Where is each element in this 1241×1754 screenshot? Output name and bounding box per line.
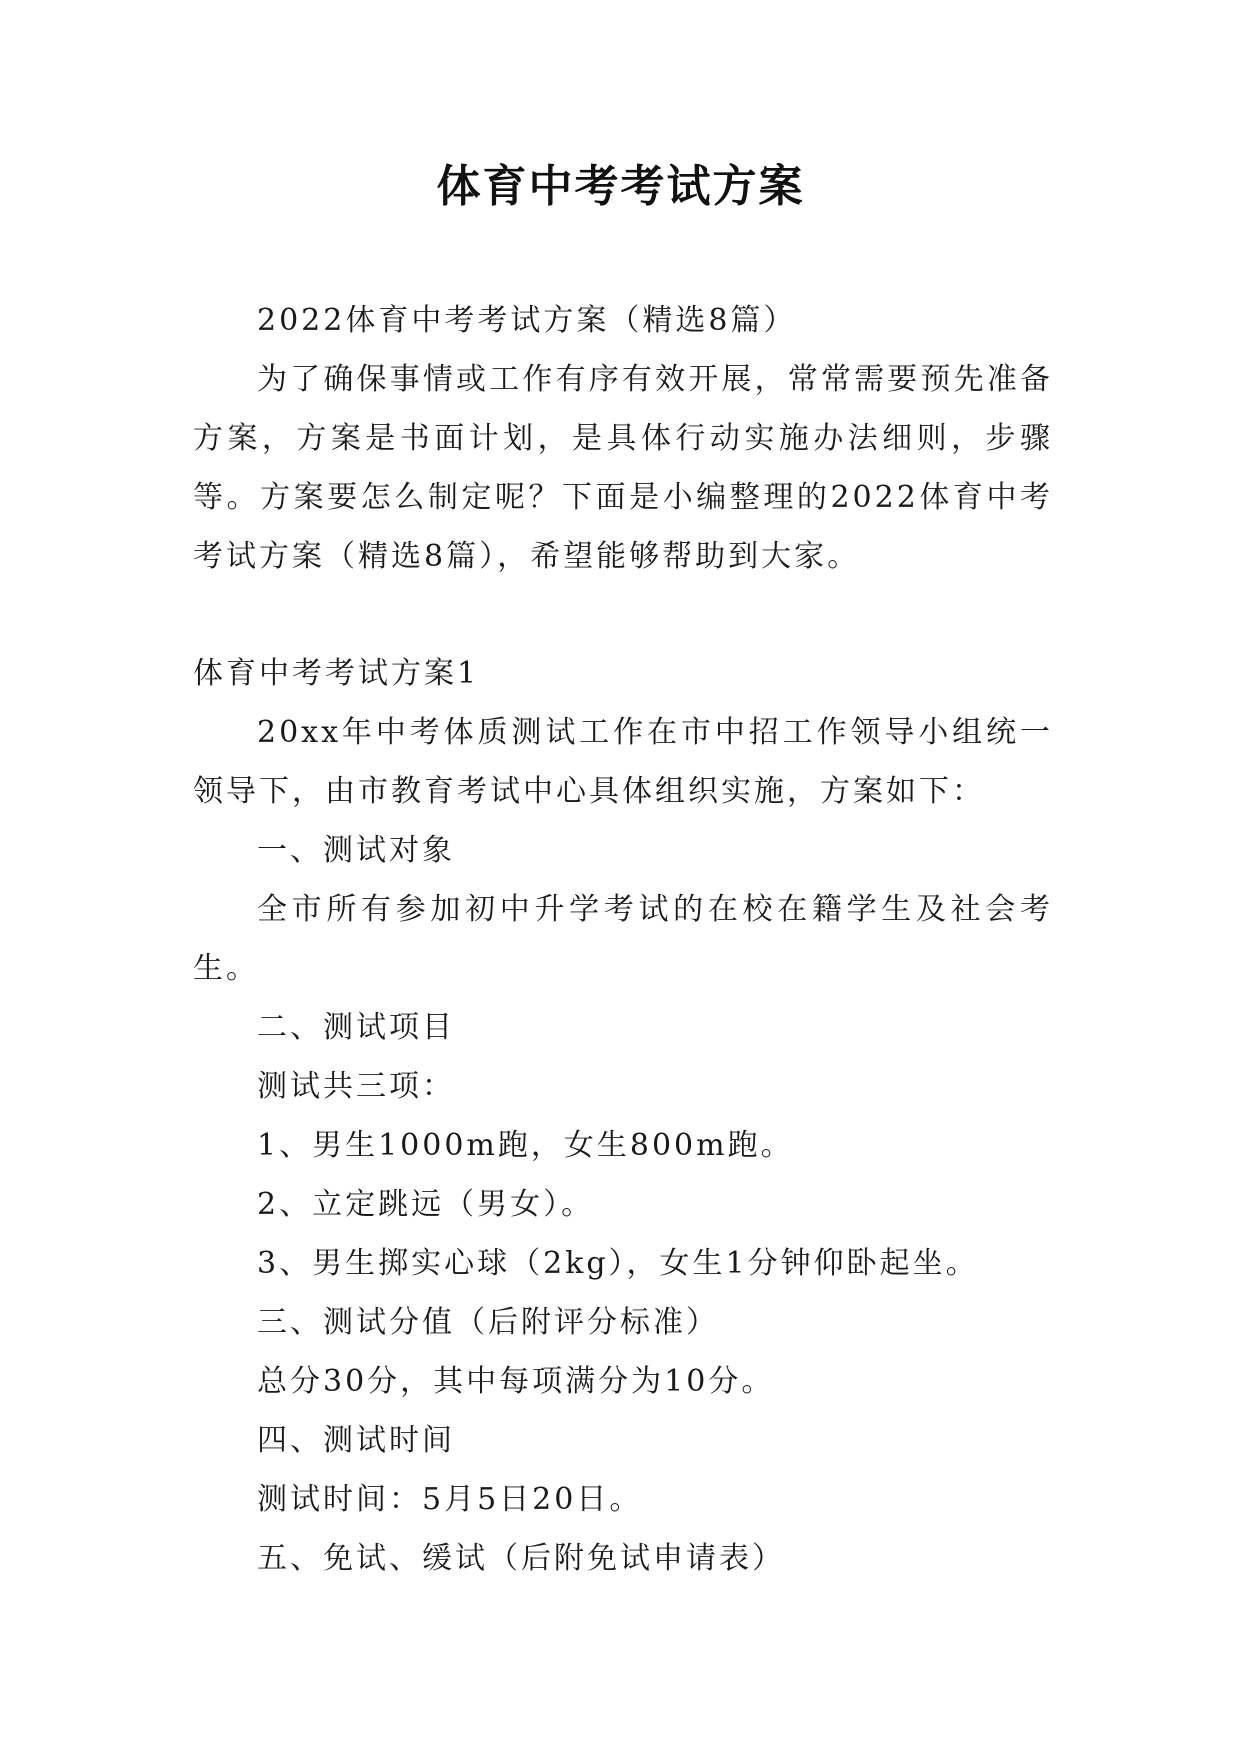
section-spacer	[193, 586, 1053, 644]
body-paragraph: 三、测试分值（后附评分标准）	[257, 1305, 719, 1340]
body-paragraph: 四、测试时间	[257, 1423, 455, 1458]
body-paragraph: 五、免试、缓试（后附免试申请表）	[257, 1541, 785, 1576]
document-body	[193, 291, 1053, 1588]
intro-paragraph: 为了确保事情或工作有序有效开展，常常需要预先准备方案，方案是书面计划，是具体行动实施办法细则，步骤等。方案要怎么制定呢？下面是小编整理的2022体育中考考试方案（精选8篇），希望能够帮助到大家。	[193, 362, 1053, 574]
section-heading: 体育中考考试方案1	[193, 656, 480, 691]
body-paragraph: 测试共三项：	[257, 1069, 455, 1104]
document-title: 体育中考考试方案	[436, 161, 805, 212]
body-paragraph: 1、男生1000m跑，女生800m跑。	[257, 1128, 794, 1163]
subtitle-paragraph: 2022体育中考考试方案（精选8篇）	[257, 303, 797, 338]
body-paragraph: 一、测试对象	[257, 833, 455, 868]
body-paragraph: 20xx年中考体质测试工作在市中招工作领导小组统一领导下，由市教育考试中心具体组织实施，方案如下：	[193, 715, 1053, 809]
body-paragraph: 测试时间：5月5日20日。	[257, 1482, 643, 1517]
body-paragraph: 2、立定跳远（男女）。	[257, 1187, 595, 1222]
body-paragraph: 总分30分，其中每项满分为10分。	[257, 1364, 775, 1399]
body-paragraph: 3、男生掷实心球（2kg），女生1分钟仰卧起坐。	[257, 1246, 979, 1281]
body-paragraph: 二、测试项目	[257, 1010, 455, 1045]
body-paragraph: 全市所有参加初中升学考试的在校在籍学生及社会考生。	[193, 892, 1053, 986]
